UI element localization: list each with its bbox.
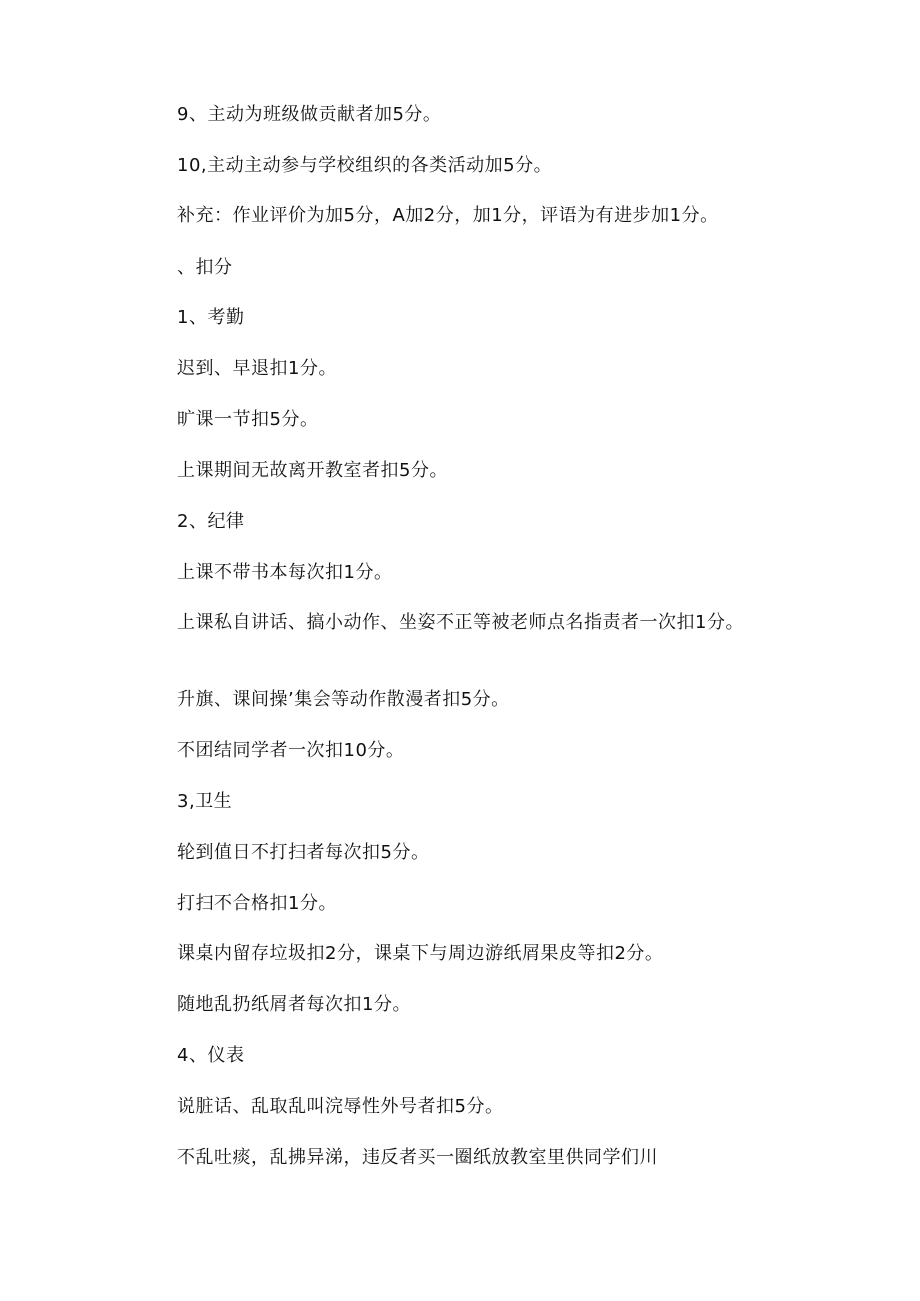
paragraph-line: 课桌内留存垃圾扣2分，课桌下与周边游纸屑果皮等扣2分。	[177, 943, 664, 964]
paragraph-line: 补充：作业评价为加5分，A加2分，加1分，评语为有进步加1分。	[177, 205, 719, 226]
paragraph-line: 随地乱扔纸屑者每次扣1分。	[177, 994, 411, 1015]
subsection-heading: 1、考勤	[177, 307, 245, 328]
paragraph-line: 上课期间无故离开教室者扣5分。	[177, 460, 448, 481]
paragraph-line: 不乱吐痰，乱拂异涕，违反者买一圈纸放教室里供同学们川	[177, 1147, 658, 1168]
paragraph-line: 10,主动主动参与学校组织的各类活动加5分。	[177, 155, 553, 176]
paragraph-wrapped: 上课私自讲话、搞小动作、坐姿不正等被老师点名指责者一次扣1分。	[177, 612, 744, 633]
subsection-heading: 4、仪表	[177, 1045, 245, 1066]
paragraph-line: 迟到、早退扣1分。	[177, 358, 337, 379]
paragraph-line: 轮到值日不打扫者每次扣5分。	[177, 842, 430, 863]
paragraph-line: 上课不带书本每次扣1分。	[177, 562, 393, 583]
paragraph-line: 旷课一节扣5分。	[177, 409, 319, 430]
paragraph-line: 升旗、课间操’集会等动作散漫者扣5分。	[177, 689, 510, 710]
paragraph-line: 9、主动为班级做贡献者加5分。	[177, 104, 442, 125]
paragraph-line: 打扫不合格扣1分。	[177, 893, 337, 914]
section-heading: 、扣分	[177, 257, 233, 278]
paragraph-line: 不团结同学者一次扣10分。	[177, 740, 405, 761]
subsection-heading: 2、纪律	[177, 511, 245, 532]
paragraph-line: 说脏话、乱取乱叫浣辱性外号者扣5分。	[177, 1096, 504, 1117]
subsection-heading: 3,卫生	[177, 791, 233, 812]
